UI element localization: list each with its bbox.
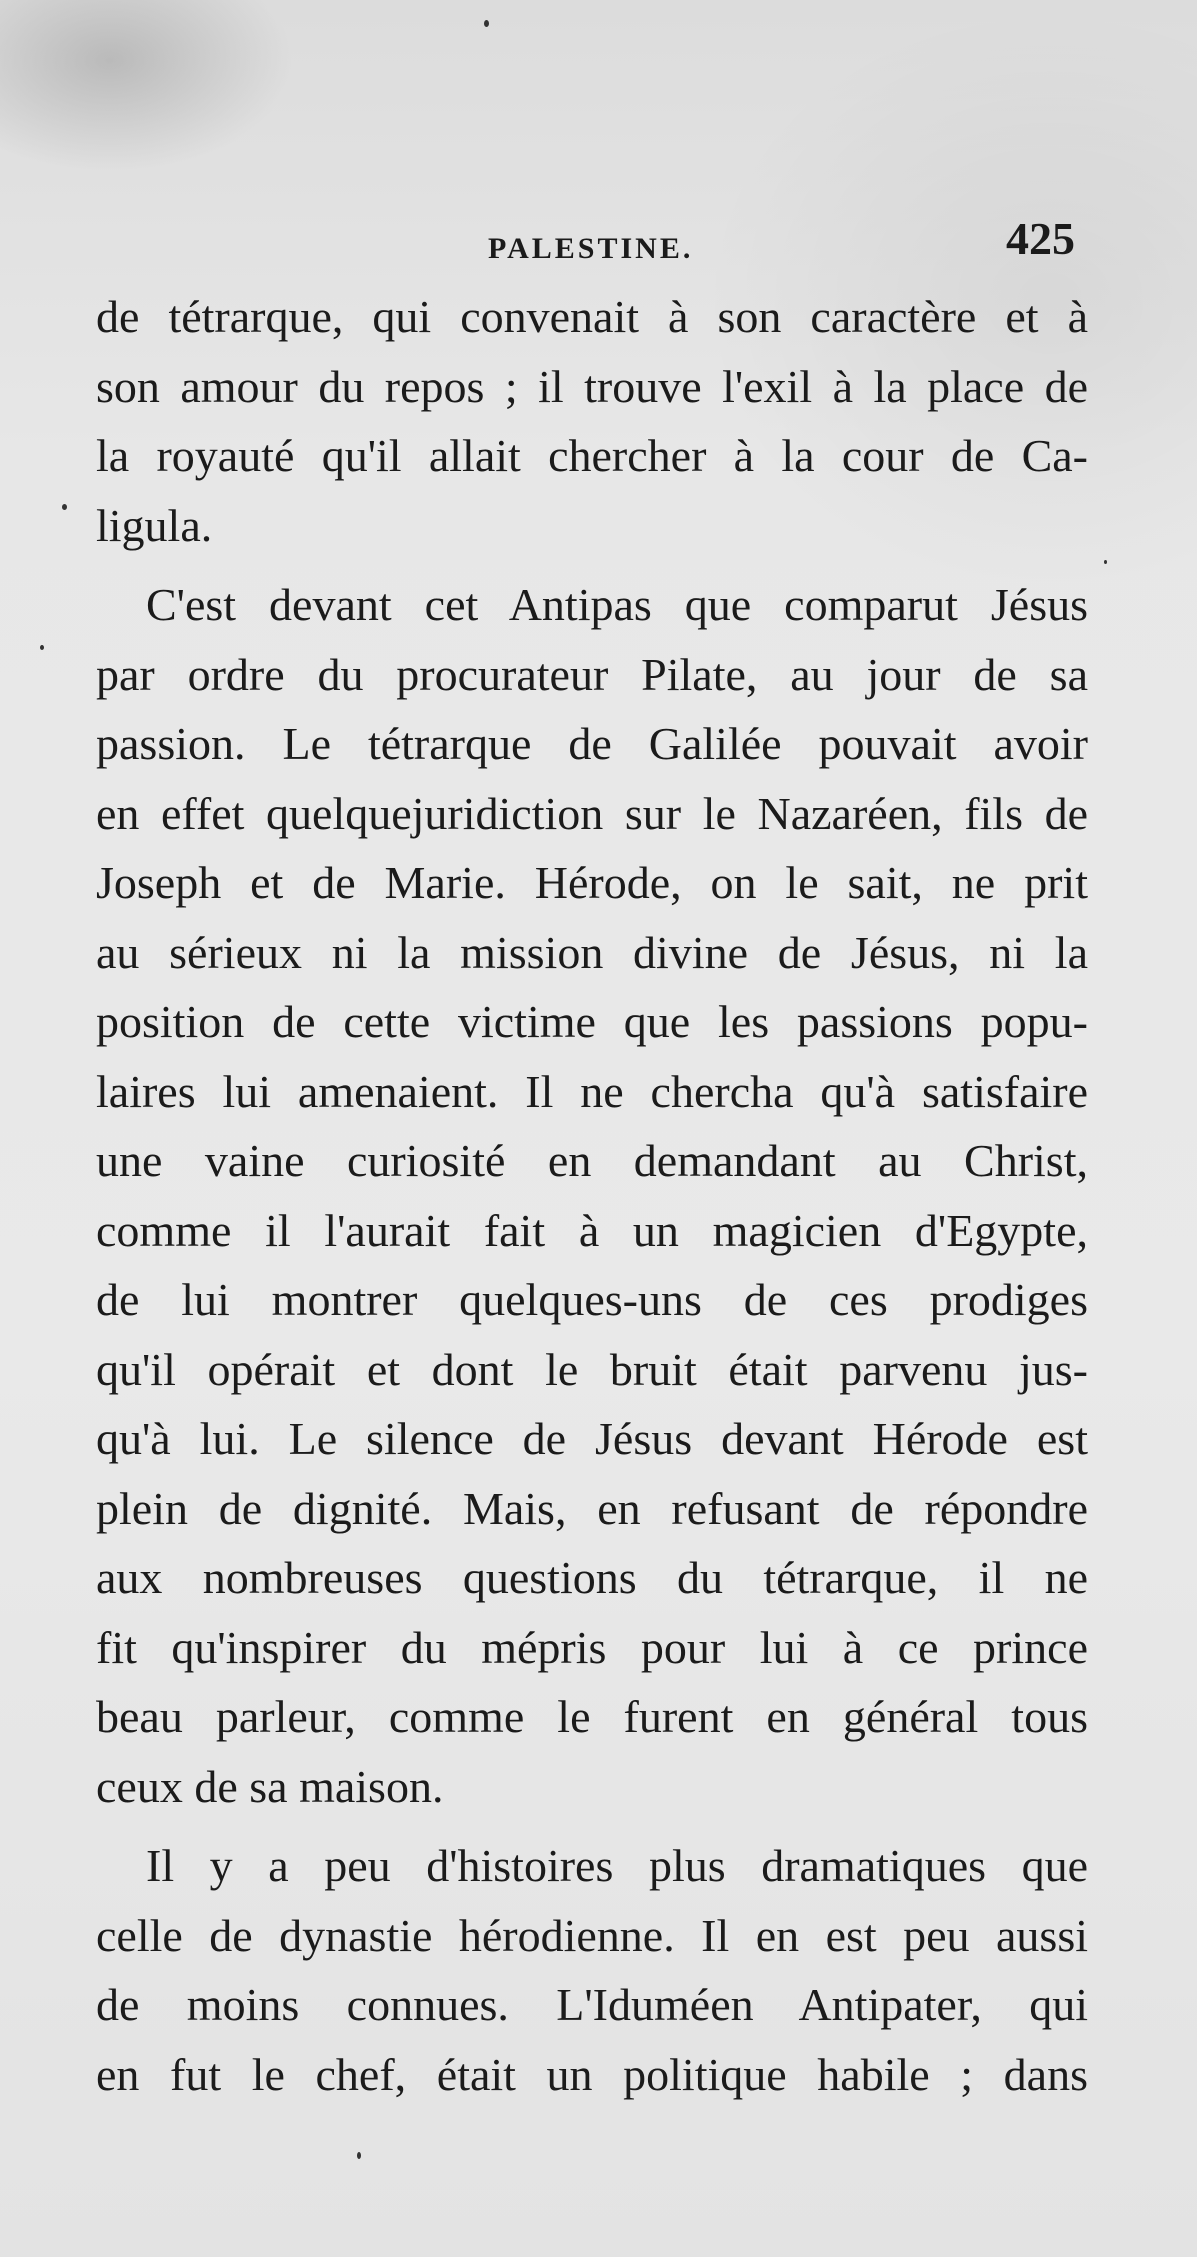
running-title: PALESTINE. — [488, 232, 694, 265]
text-line: de lui montrer quelques-uns de ces prodiges — [96, 1274, 1088, 1325]
text-line: en fut le chef, était un politique habile ; dans — [96, 2048, 1088, 2100]
text-line: qu'il opérait et dont le bruit était parvenu jus- — [96, 1343, 1088, 1395]
text-line: laires lui amenaient. Il ne chercha qu'à satisfaire — [96, 1065, 1088, 1117]
text-line: en effet quelquejuridiction sur le Nazaréen, fils de — [96, 787, 1088, 839]
paper-speck — [40, 645, 44, 650]
paragraph-2 — [96, 570, 1088, 1821]
text-line: au sérieux ni la mission divine de Jésus, ni la — [96, 926, 1088, 978]
text-line: ceux de sa maison. — [96, 1760, 444, 1812]
text-line: beau parleur, comme le furent en général tous — [96, 1691, 1088, 1742]
text-line: une vaine curiosité en demandant au Christ, — [96, 1135, 1088, 1186]
text-line: C'est devant cet Antipas que comparut Jésus — [146, 579, 1088, 630]
text-line: fit qu'inspirer du mépris pour lui à ce prince — [96, 1621, 1088, 1673]
text-line: de tétrarque, qui convenait à son caractère et à — [96, 291, 1088, 342]
text-line: la royauté qu'il allait chercher à la cour de Ca- — [96, 430, 1088, 481]
body-text — [96, 282, 1088, 2109]
text-line: Joseph et de Marie. Hérode, on le sait, ne prit — [96, 857, 1088, 908]
paragraph-3 — [96, 1831, 1088, 2109]
text-line: Il y a peu d'histoires plus dramatiques que — [146, 1840, 1088, 1891]
paper-speck — [484, 20, 489, 27]
text-line: de moins connues. L'Iduméen Antipater, qui — [96, 1979, 1088, 2030]
running-head — [0, 213, 1197, 286]
text-line: celle de dynastie hérodienne. Il en est peu aussi — [96, 1909, 1088, 1961]
text-line: ligula. — [96, 499, 213, 551]
text-line: par ordre du procurateur Pilate, au jour de sa — [96, 648, 1088, 700]
text-line: comme il l'aurait fait à un magicien d'Egypte, — [96, 1204, 1088, 1256]
paper-speck — [62, 504, 67, 510]
text-line: passion. Le tétrarque de Galilée pouvait avoir — [96, 718, 1088, 769]
paper-speck — [357, 2152, 361, 2159]
text-line: son amour du repos ; il trouve l'exil à la place de — [96, 360, 1088, 412]
paragraph-1 — [96, 282, 1088, 560]
text-line: position de cette victime que les passions popu- — [96, 996, 1088, 1047]
text-line: plein de dignité. Mais, en refusant de répondre — [96, 1482, 1088, 1534]
paper-speck — [1104, 560, 1107, 564]
text-line: aux nombreuses questions du tétrarque, il ne — [96, 1552, 1088, 1603]
text-line: qu'à lui. Le silence de Jésus devant Hérode est — [96, 1413, 1088, 1464]
page-number: 425 — [1006, 213, 1075, 264]
